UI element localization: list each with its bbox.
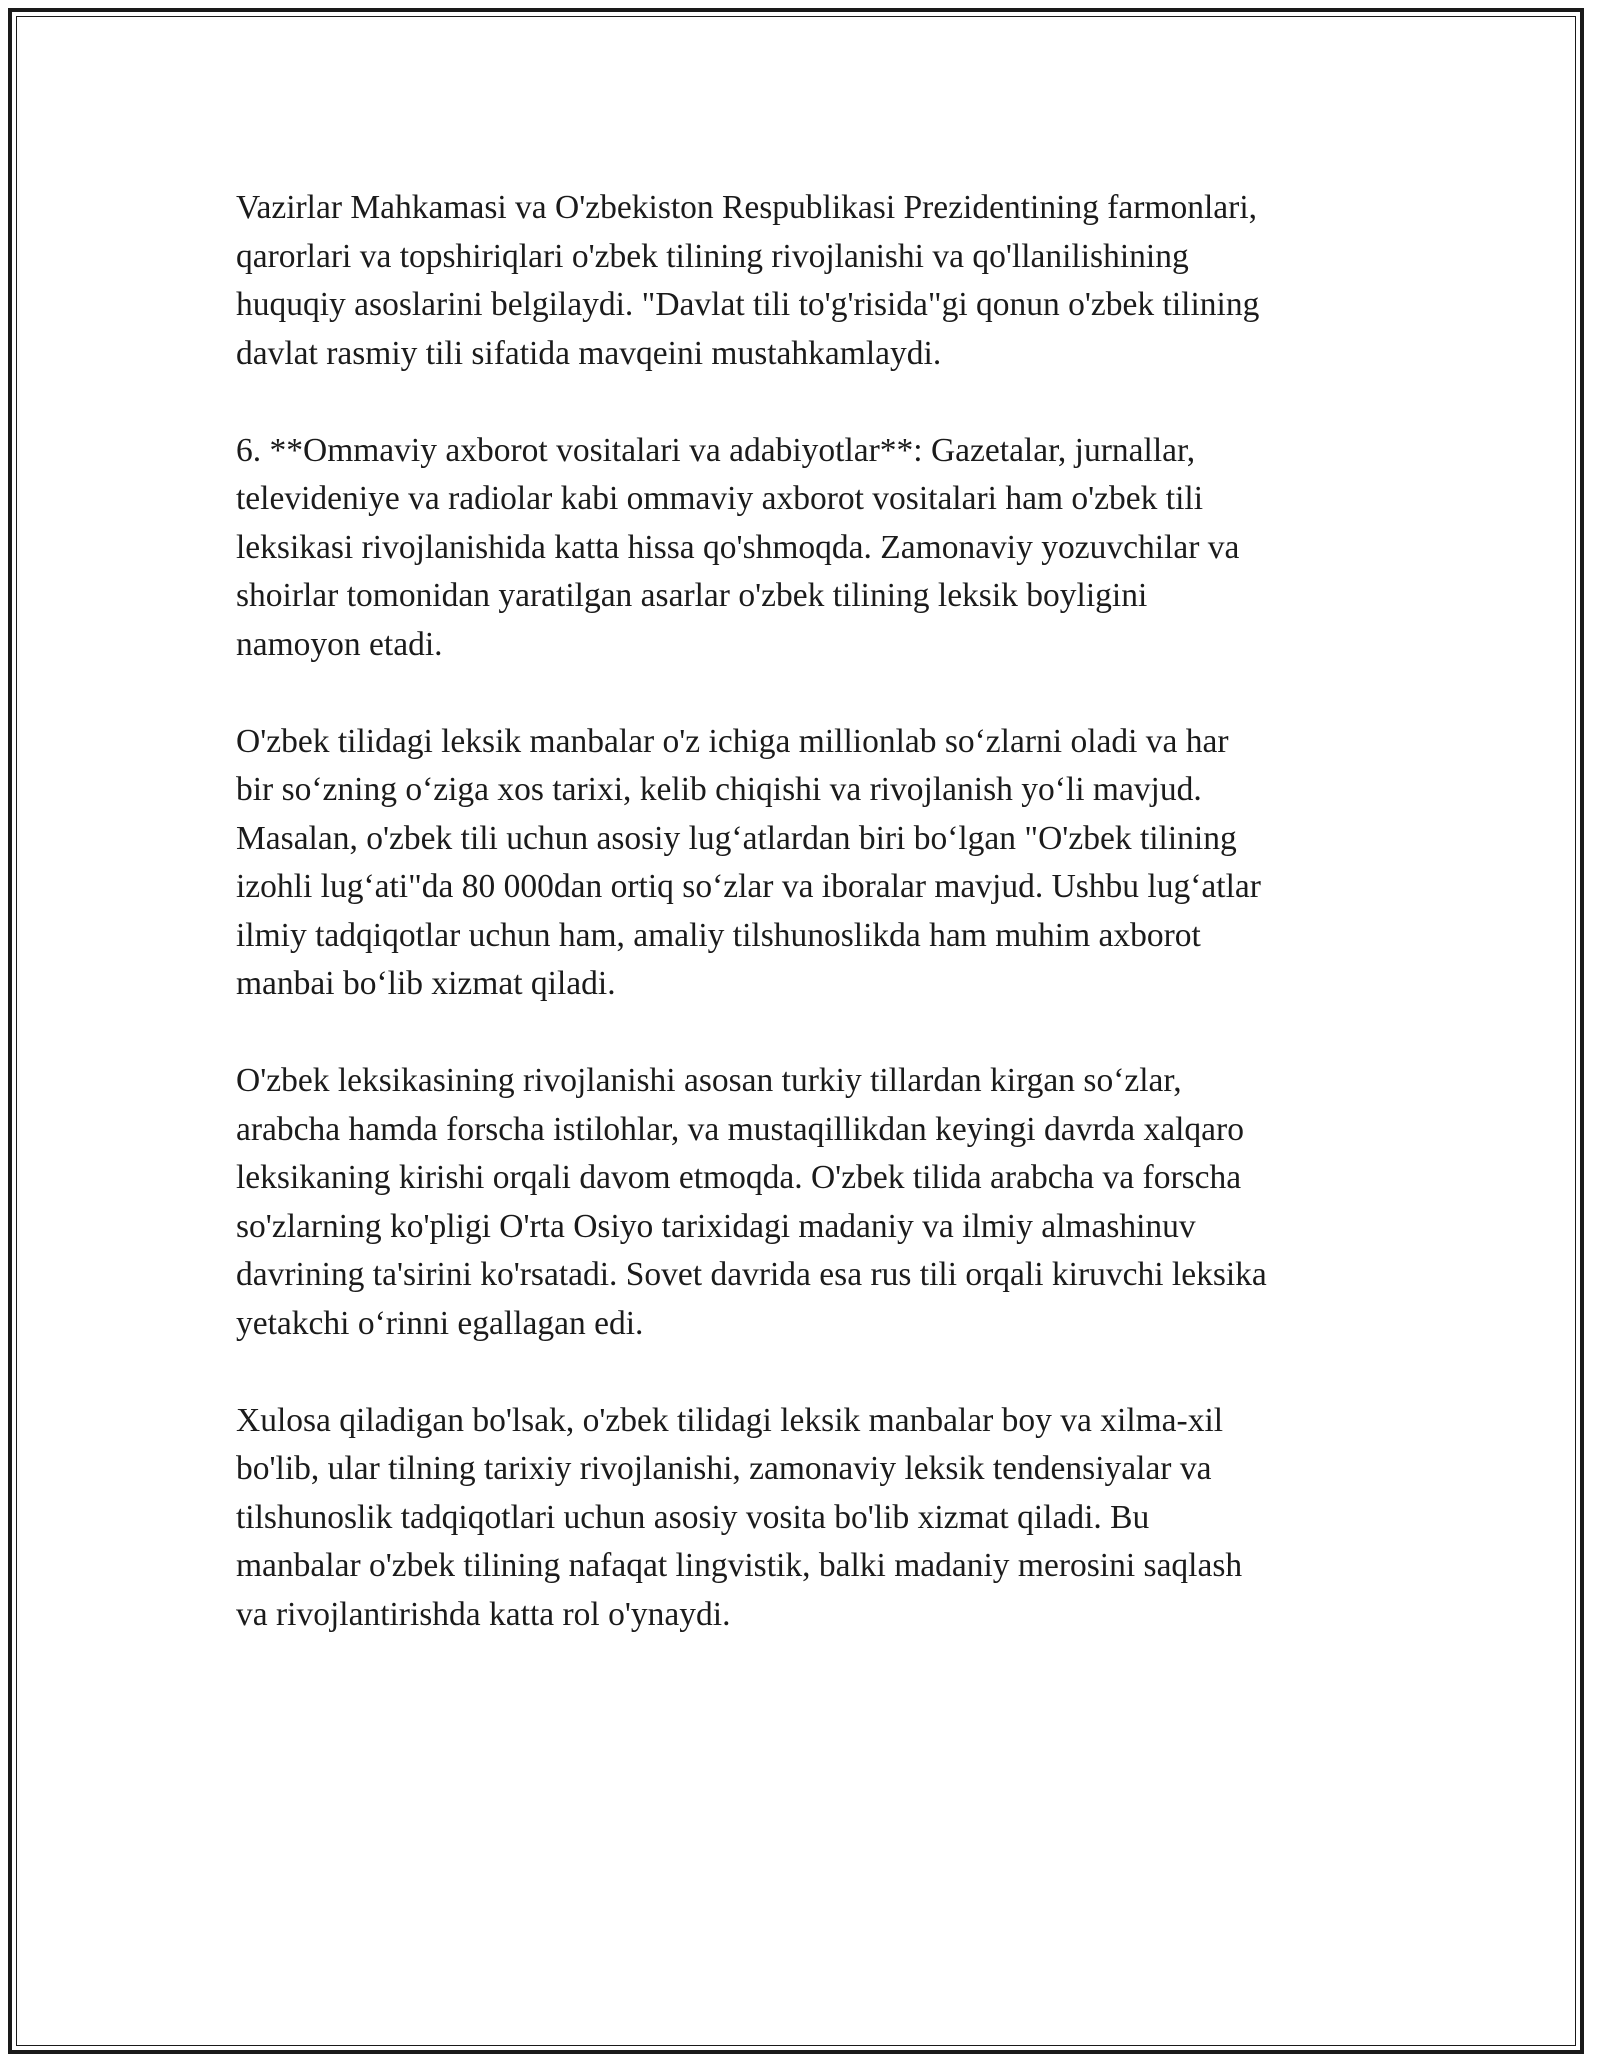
paragraph-legal-basis: Vazirlar Mahkamasi va O'zbekiston Respublikasi Prezidentining farmonlari, qarorlari va topshiriqlari o'zbek tilining rivojlanishi va qo'llanilishining huquqiy asoslarini belgilaydi. "Davlat tili to'g'risida"gi qonun o'zbek tilining davlat rasmiy tili sifatida mavqeini mustahkamlaydi. [236, 189, 1260, 372]
paragraph-lexical-sources: O'zbek tilidagi leksik manbalar o'z ichiga millionlab so‘zlarni oladi va har bir so‘zning o‘ziga xos tarixi, kelib chiqishi va rivojlanish yo‘li mavjud. Masalan, o'zbek tili uchun asosiy lug‘atlardan biri bo‘lgan "O'zbek tilining izohli lug‘ati"da 80 000dan ortiq so‘zlar va iboralar mavjud. Ushbu lug‘atlar ilmiy tadqiqotlar uchun ham, amaliy tilshunoslikda ham muhim axborot manbai bo‘lib xizmat qiladi. [236, 722, 1261, 1002]
paragraph-mass-media: 6. **Ommaviy axborot vositalari va adabiyotlar**: Gazetalar, jurnallar, televideniye va radiolar kabi ommaviy axborot vositalari ham o'zbek tili leksikasi rivojlanishida katta hissa qo'shmoqda. Zamonaviy yozuvchilar va shoirlar tomonidan yaratilgan asarlar o'zbek tilining leksik boyligini namoyon etadi. [236, 431, 1240, 663]
paragraph-conclusion: Xulosa qiladigan bo'lsak, o'zbek tilidagi leksik manbalar boy va xilma-xil bo'lib, ular tilning tarixiy rivojlanishi, zamonaviy leksik tendensiyalar va tilshunoslik tadqiqotlari uchun asosiy vosita bo'lib xizmat qiladi. Bu manbalar o'zbek tilining nafaqat lingvistik, balki madaniy merosini saqlash va rivojlantirishda katta rol o'ynaydi. [236, 1401, 1243, 1633]
document-body [236, 184, 1366, 1688]
paragraph-lexicon-development: O'zbek leksikasining rivojlanishi asosan turkiy tillardan kirgan so‘zlar, arabcha hamda forscha istilohlar, va mustaqillikdan keyingi davrda xalqaro leksikaning kirishi orqali davom etmoqda. O'zbek tilida arabcha va forscha so'zlarning ko'pligi O'rta Osiyo tarixidagi madaniy va ilmiy almashinuv davrining ta'sirini ko'rsatadi. Sovet davrida esa rus tili orqali kiruvchi leksika yetakchi o‘rinni egallagan edi. [236, 1062, 1267, 1342]
